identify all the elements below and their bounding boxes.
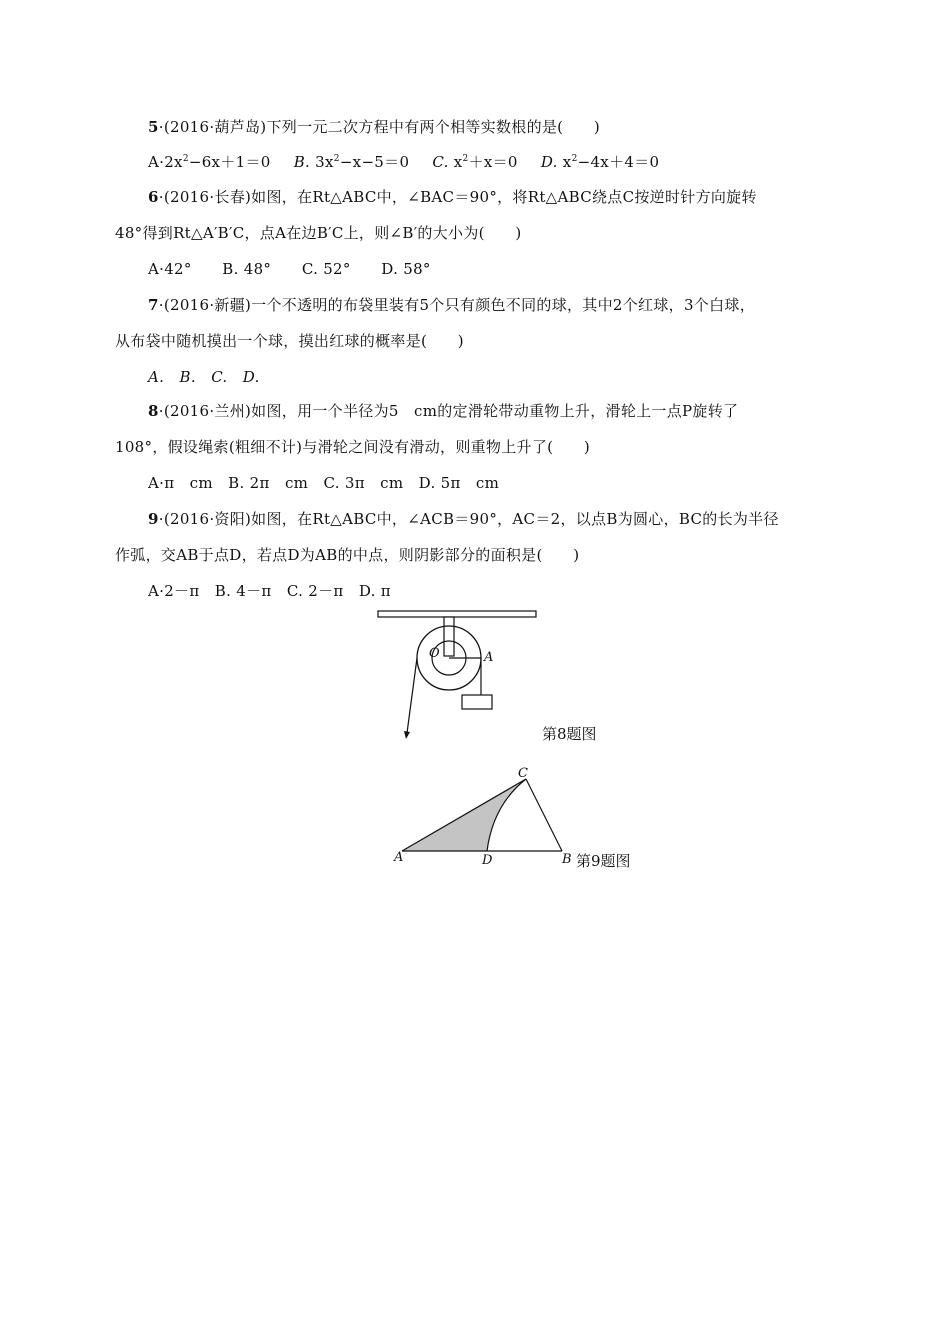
q8-number: 8	[148, 402, 159, 420]
q8-line-1	[148, 401, 738, 421]
label-o: O	[429, 646, 440, 661]
side-bc	[526, 779, 562, 851]
q7-line-1-text: ·(2016·新疆)一个不透明的布袋里装有5个只有颜色不同的球，其中2个红球，3个白球，	[158, 296, 755, 314]
q7-options: A. B. C. D.	[148, 368, 260, 386]
q5-option-b-label: B.	[293, 153, 311, 171]
q5-sup-a: 2	[182, 154, 189, 164]
q9-line-1-text: ·(2016·资阳)如图，在Rt△ABC中，∠ACB＝90°，AC＝2，以点B为圆心，BC的长为半径	[158, 510, 779, 528]
q8-options: A·π cm B. 2π cm C. 3π cm D. 5π cm	[148, 474, 500, 492]
q5-stem-text: ·(2016·葫芦岛)下列一元二次方程中有两个相等实数根的是( )	[158, 118, 601, 136]
figure-8-caption: 第8题图	[542, 725, 597, 743]
q5-options	[148, 152, 659, 172]
q6-options: A·42° B. 48° C. 52° D. 58°	[148, 260, 431, 278]
figure-9-triangle	[390, 765, 580, 870]
q5-option-b-tail: −x−5＝0	[339, 153, 410, 171]
q5-option-c-text: x	[453, 153, 463, 171]
figure-9-caption: 第9题图	[576, 852, 631, 870]
weight-block	[462, 695, 492, 709]
label-c: C	[518, 766, 528, 781]
q6-line-1	[148, 187, 757, 207]
q9-number: 9	[148, 510, 159, 528]
q5-option-a-text: 2x	[164, 153, 183, 171]
q5-sup-d: 2	[571, 154, 578, 164]
q5-option-b-text: 3x	[315, 153, 334, 171]
rope-left	[407, 658, 417, 733]
q6-line-1-text: ·(2016·长春)如图，在Rt△ABC中，∠BAC＝90°，将Rt△ABC绕点C按逆时针方向旋转	[158, 188, 757, 206]
q8-line-1-text: ·(2016·兰州)如图，用一个半径为5 cm的定滑轮带动重物上升，滑轮上一点P旋转了	[158, 402, 739, 420]
label-a: A	[394, 850, 404, 865]
q7-line-1	[148, 295, 755, 315]
q5-option-c-tail: ＋x＝0	[468, 153, 518, 171]
pulley-axle-bracket	[444, 617, 454, 656]
q8-line-2: 108°，假设绳索(粗细不计)与滑轮之间没有滑动，则重物上升了( )	[115, 438, 591, 456]
q6-line-2: 48°得到Rt△A′B′C，点A在边B′C上，则∠B′的大小为( )	[115, 224, 522, 242]
q7-line-2: 从布袋中随机摸出一个球，摸出红球的概率是( )	[115, 332, 464, 350]
q5-sup-b: 2	[333, 154, 340, 164]
label-b: B	[562, 852, 572, 867]
q5-option-a-label: A·	[148, 153, 165, 171]
q5-option-d-label: D.	[540, 153, 558, 171]
q7-number: 7	[148, 296, 159, 314]
arrow-head-icon	[404, 731, 410, 739]
q9-line-1	[148, 509, 779, 529]
q5-sup-c: 2	[462, 154, 469, 164]
label-d: D	[482, 853, 493, 868]
q5-option-a-tail: −6x＋1＝0	[188, 153, 271, 171]
label-a: A	[484, 650, 494, 665]
q5-stem	[148, 117, 600, 137]
q9-options: A·2－π B. 4－π C. 2－π D. π	[148, 582, 391, 600]
q5-option-d-tail: −4x＋4＝0	[577, 153, 660, 171]
q5-option-d-text: x	[562, 153, 572, 171]
ceiling-beam	[378, 611, 536, 617]
q9-line-2: 作弧，交AB于点D，若点D为AB的中点，则阴影部分的面积是( )	[115, 546, 580, 564]
figure-8-pulley	[370, 605, 550, 745]
q5-number: 5	[148, 118, 159, 136]
q5-option-c-label: C.	[432, 153, 449, 171]
q6-number: 6	[148, 188, 159, 206]
